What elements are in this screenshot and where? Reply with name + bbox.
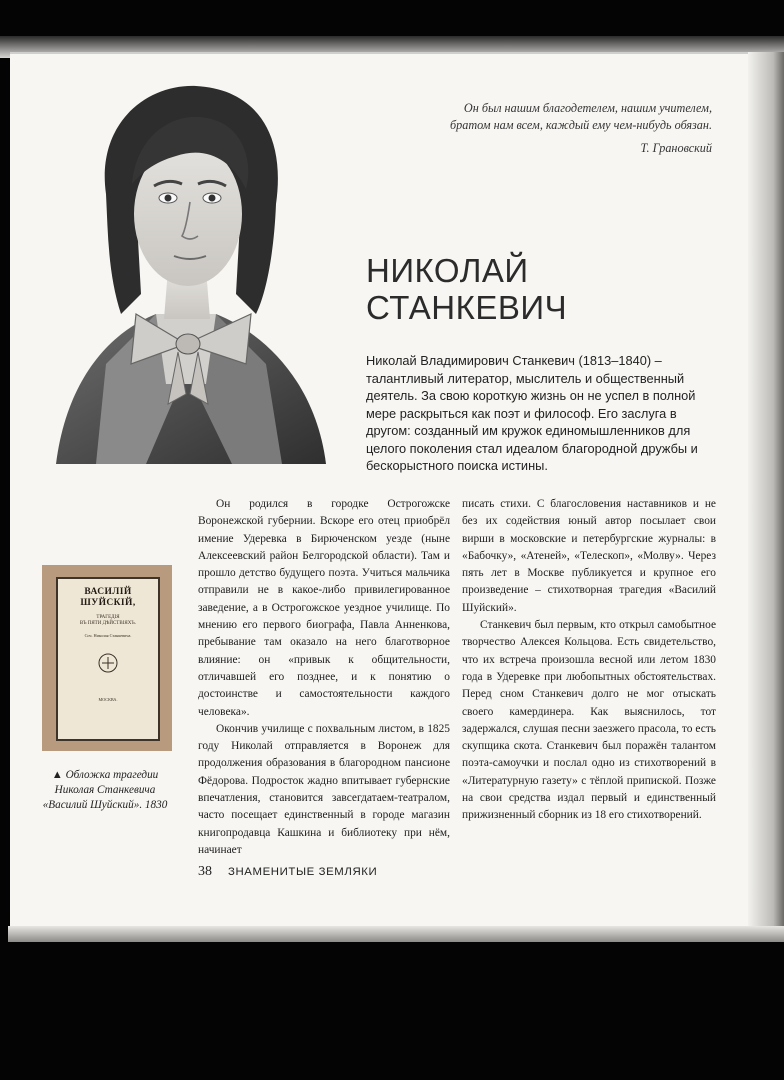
cover-place: МОСКВА. bbox=[98, 697, 118, 702]
epigraph-author: Т. Грановский bbox=[640, 141, 712, 155]
book-cover-page bbox=[56, 577, 160, 741]
section-name: ЗНАМЕНИТЫЕ ЗЕМЛЯКИ bbox=[228, 866, 378, 878]
title-line-2: СТАНКЕВИЧ bbox=[366, 289, 568, 326]
caption-line-3: «Василий Шуйский». 1830 bbox=[42, 799, 168, 811]
body-paragraph: Он родился в городке Острогожске Воронежской губернии. Вскоре его отец приобрёл имение Удеревка в Бирюченском уезде (ныне Алексеевский район Белгородской области). Там и прошло детство будущего поэта. Учиться мальчика отправили не в какое-либо привилегированное заведение, а в Острогожское уездное училище. По мнению его первого биографа, Павла Анненкова, пребывание там оказало на него благотворное влияние: он «привык к общительности, отличавшей его позднее, и к понятию о достоинстве и самостоятельности каждого человека». bbox=[198, 498, 450, 718]
article-title bbox=[366, 252, 567, 326]
page-bottom-edge bbox=[8, 926, 784, 942]
left-pupil bbox=[165, 195, 172, 202]
bow-knot bbox=[176, 334, 200, 354]
body-column-1 bbox=[198, 496, 450, 859]
lead-paragraph: Николай Владимирович Станкевич (1813–1840) – талантливый литератор, мыслитель и общественный деятель. За свою короткую жизнь он не успел в полной мере раскрыться как поэт и философ. Его заслуга в другом: созданный им кружок единомышленников для целого поколения стал идеалом благородной дружбы и бескорыстного поиска истины. bbox=[366, 353, 698, 473]
cover-title bbox=[58, 587, 158, 609]
body-paragraph: писать стихи. С благословения наставников и не без их содействия юный автор посылает свои вирши в московские и петербургские журналы: в «Бабочку», «Атеней», «Телескоп», «Молву». Через пять лет в Москве публикуется и крупное его произведение – стихотворная трагедия «Василий Шуйский». bbox=[462, 498, 716, 614]
cover-title-line-1: ВАСИЛІЙ bbox=[84, 587, 132, 597]
body-paragraph: Станкевич был первым, кто открыл самобытное творчество Алексея Кольцова. Есть свидетельство, что их встреча произошла весной или летом 1830 года в Удеревке при любопытных обстоятельствах. Перед сном Станкевич долго не мог отыскать своего камердинера. Как выяснилось, тот задержался, слушая песни заезжего прасола, то есть скупщика скота. Станкевич был поражён талантом поэта-самоучки и послал одно из стихотворений в «Литературную газету» с тёплой припиской. Позже на свои средства издал первый и единственный прижизненный сборник из 18 его стихотворений. bbox=[462, 619, 716, 822]
body-column-2 bbox=[462, 496, 716, 825]
caption-line-2: Николая Станкевича bbox=[54, 784, 156, 796]
book-cover-image bbox=[42, 565, 172, 751]
cover-subtitle bbox=[58, 615, 158, 627]
cover-emblem-icon bbox=[96, 651, 120, 675]
right-pupil bbox=[209, 195, 216, 202]
caption-line-1: ▲ Обложка трагедии bbox=[51, 769, 159, 781]
page-gutter-shadow bbox=[748, 52, 784, 928]
epigraph bbox=[382, 100, 712, 157]
title-line-1: НИКОЛАЙ bbox=[366, 252, 529, 289]
image-caption bbox=[30, 768, 180, 813]
portrait-illustration bbox=[36, 64, 332, 484]
cover-subtitle-line-1: ТРАГЕДІЯ bbox=[96, 615, 120, 620]
body-paragraph: Окончив училище с похвальным листом, в 1825 году Николай отправляется в Воронеж для продолжения образования в благородном пансионе Фёдорова. Подросток жадно впитывает губернские впечатления, становится завсегдатаем-театралом, часто посещает единственный в городе магазин книгопродавца Кашкина и библиотеку при нём, начинает bbox=[198, 722, 450, 856]
cover-subtitle-line-2: ВЪ ПЯТИ ДѢЙСТВІЯХЪ. bbox=[79, 621, 137, 626]
epigraph-line-2: братом нам всем, каждый ему чем-нибудь обязан. bbox=[450, 117, 712, 132]
epigraph-line-1: Он был нашим благодетелем, нашим учителем, bbox=[463, 101, 712, 115]
page-number: 38 bbox=[198, 864, 212, 879]
cover-title-line-2: ШУЙСКІЙ, bbox=[80, 598, 136, 608]
cover-author: Соч. Николая Станкевича. bbox=[84, 633, 132, 638]
